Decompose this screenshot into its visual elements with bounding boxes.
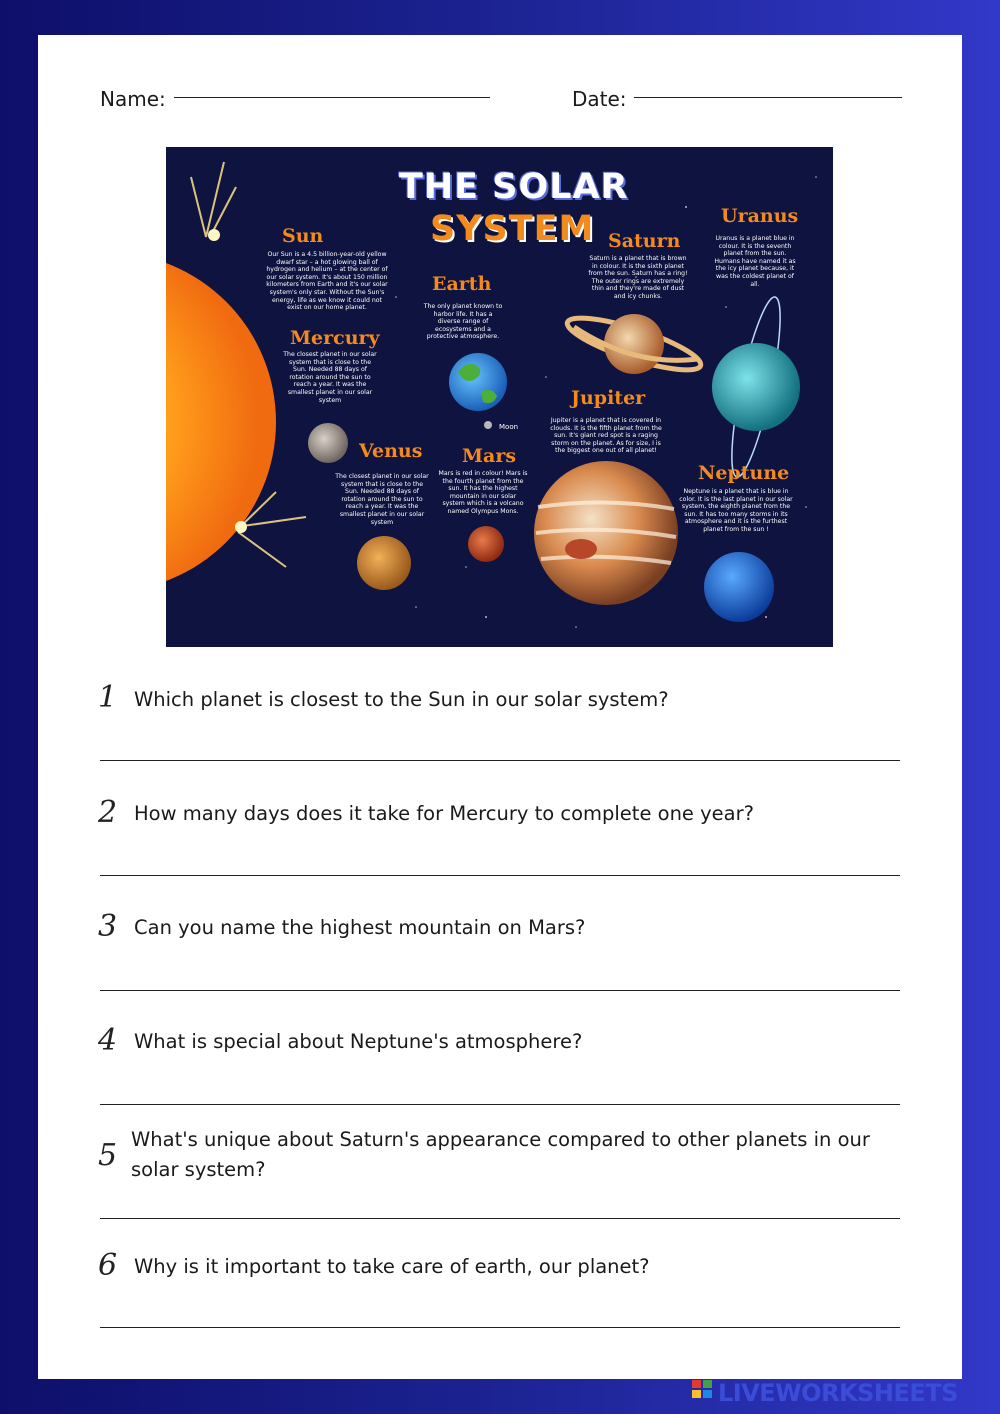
neptune-description: Neptune is a planet that is blue in color. It is the last planet in our solar system, the eighth planet from the sun. It has too many storms in its atmosphere and it is the furthest planet from the sun !	[679, 488, 793, 533]
date-label: Date:	[572, 87, 627, 111]
neptune-label: Neptune	[698, 462, 790, 484]
logo-square-l	[692, 1380, 701, 1388]
logo-text: LIVEWORKSHEETS	[718, 1379, 958, 1407]
mars-description: Mars is red in colour! Mars is the fourth planet from the sun. It has the highest mountain in our solar system which is a volcano named Olympus Mons.	[438, 470, 528, 515]
venus-description: The closest planet in our solar system that is close to the Sun. Needed 88 days of rotation around the sun to reach a year. It was the smallest planet in our solar system	[335, 473, 429, 526]
earth-description: The only planet known to harbor life. It has a diverse range of ecosystems and a protective atmosphere.	[423, 303, 503, 341]
worksheet-page	[38, 35, 962, 1379]
question-text: What is special about Neptune's atmosphere?	[134, 1030, 583, 1053]
solar-system-poster	[166, 147, 833, 647]
answer-field-1[interactable]	[100, 760, 900, 761]
question-text: How many days does it take for Mercury to complete one year?	[134, 802, 754, 825]
answer-field-4[interactable]	[100, 1104, 900, 1105]
answer-field-3[interactable]	[100, 990, 900, 991]
logo-square-i	[703, 1380, 712, 1388]
sun-label: Sun	[282, 225, 324, 247]
question-text: What's unique about Saturn's appearance compared to other planets in our solar system?	[131, 1128, 870, 1181]
poster-title-line1: THE SOLAR	[399, 167, 629, 207]
question-number: 1	[98, 680, 118, 715]
question-number: 4	[98, 1023, 118, 1058]
question-text: Which planet is closest to the Sun in our solar system?	[134, 688, 669, 711]
venus-label: Venus	[359, 440, 423, 462]
question-text: Why is it important to take care of earth, our planet?	[134, 1255, 650, 1278]
question-number: 5	[98, 1138, 118, 1173]
jupiter-description: Jupiter is a planet that is covered in clouds. It is the fifth planet from the sun. It's giant red spot is a raging storm on the planet. As for size, I is the biggest one out of all planet!	[550, 417, 662, 455]
uranus-description: Uranus is a planet blue in colour. It is the seventh planet from the sun. Humans have named it as the icy planet because, it was the coldest planet of all.	[714, 235, 796, 288]
logo-square-v	[692, 1390, 701, 1398]
sun-description: Our Sun is a 4.5 billion-year-old yellow dwarf star – a hot glowing ball of hydrogen and helium – at the center of our solar system. It's about 150 million kilometers from Earth and it's our solar system's only star. Without the Sun's energy, life as we know it could not exist on our home planet.	[266, 251, 388, 312]
saturn-description: Saturn is a planet that is brown in colour. It is the sixth planet from the sun. Saturn has a ring! The outer rings are extremely thin and they're made of dust and icy chunks.	[588, 255, 688, 300]
jupiter-label: Jupiter	[571, 387, 646, 409]
name-label: Name:	[100, 87, 166, 111]
poster-title-line2: SYSTEM	[430, 209, 595, 249]
answer-field-2[interactable]	[100, 875, 900, 876]
mars-label: Mars	[462, 445, 517, 467]
question-text: Can you name the highest mountain on Mars?	[134, 916, 586, 939]
name-field[interactable]	[174, 97, 490, 98]
date-field[interactable]	[634, 97, 902, 98]
logo-square-e	[703, 1390, 712, 1398]
question-number: 3	[98, 909, 118, 944]
question-number: 6	[98, 1248, 118, 1283]
mercury-description: The closest planet in our solar system that is close to the Sun. Needed 88 days of rotation around the sun to reach a year. It was the smallest planet in our solar system	[283, 351, 377, 404]
uranus-label: Uranus	[721, 205, 799, 227]
saturn-label: Saturn	[608, 230, 681, 252]
earth-label: Earth	[432, 273, 492, 295]
question-number: 2	[98, 795, 118, 830]
answer-field-6[interactable]	[100, 1327, 900, 1328]
answer-field-5[interactable]	[100, 1218, 900, 1219]
moon-label: Moon	[499, 423, 519, 431]
mercury-label: Mercury	[290, 327, 380, 349]
